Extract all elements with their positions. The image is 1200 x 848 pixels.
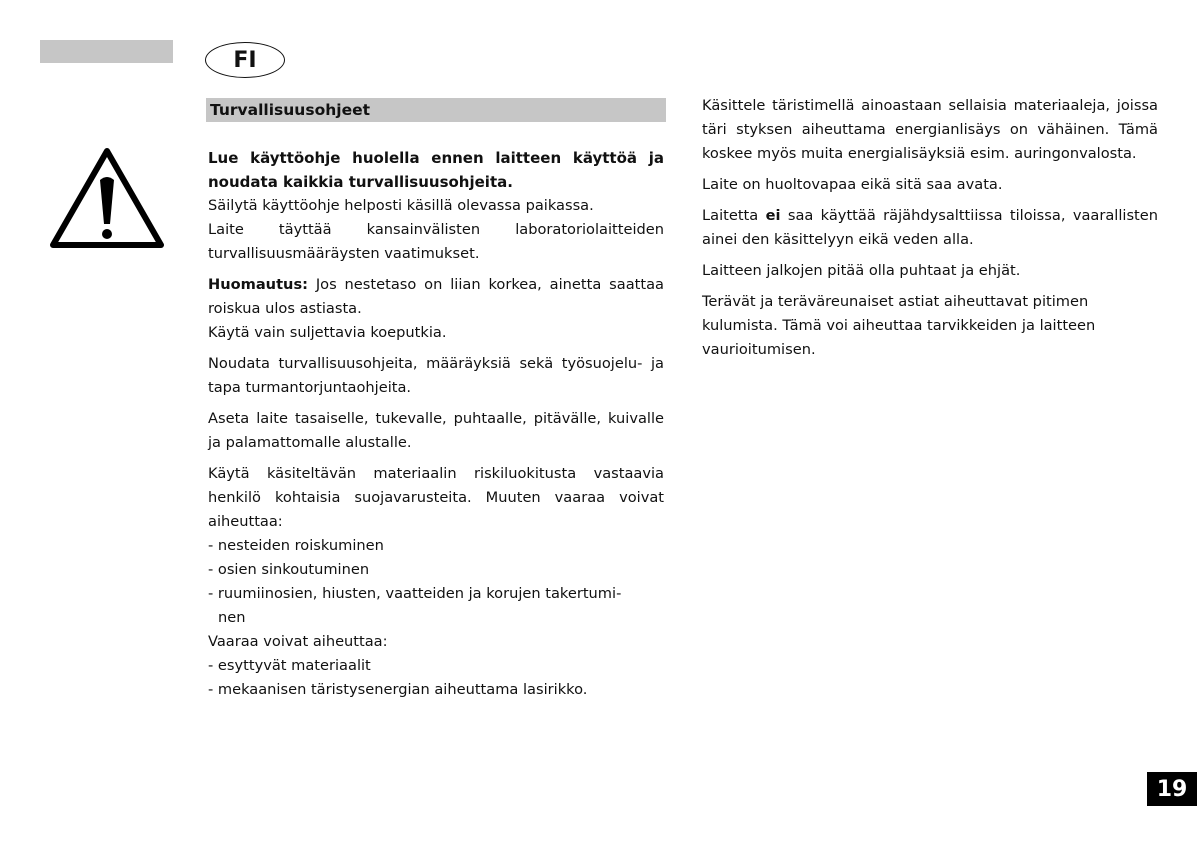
section-heading: Turvallisuusohjeet xyxy=(206,98,666,122)
paragraph: Terävät ja teräväreunaiset astiat aiheuttavat pitimen kulumista. Tämä voi aiheuttaa tarvikkeiden ja laitteen vaurioitumisen. xyxy=(702,293,1096,358)
paragraph: Käsittele täristimellä ainoastaan sellaisia materiaaleja, joissa täri styksen aiheuttama energianlisäys on vähäinen. Tämä koskee myös muita energialisäyksiä esim. auringonvalosta. xyxy=(702,97,1158,162)
hazard-list xyxy=(208,534,664,630)
note-paragraph xyxy=(208,273,664,321)
warning-icon xyxy=(48,146,166,250)
hazard-list-2 xyxy=(208,654,664,702)
list-item: - esyttyvät materiaalit xyxy=(208,657,371,674)
header-gray-bar xyxy=(40,40,173,63)
paragraph: Käytä vain suljettavia koeputkia. xyxy=(208,324,447,341)
language-badge: FI xyxy=(205,42,285,78)
paragraph: Laite on huoltovapaa eikä sitä saa avata. xyxy=(702,176,1003,193)
paragraph: Säilytä käyttöohje helposti käsillä olevassa paikassa. xyxy=(208,197,594,214)
list-item: - nesteiden roiskuminen xyxy=(208,537,384,554)
paragraph: Käytä käsiteltävän materiaalin riskiluokitusta vastaavia henkilö kohtaisia suojavarusteita. Muuten vaaraa voivat aiheuttaa: xyxy=(208,465,664,530)
right-column xyxy=(702,94,1158,369)
paragraph: Noudata turvallisuusohjeita, määräyksiä sekä työsuojelu- ja tapa turmantorjuntaohjeita. xyxy=(208,355,664,396)
list-item-continuation xyxy=(208,606,664,630)
paragraph: Vaaraa voivat aiheuttaa: xyxy=(208,633,388,650)
page-number: 19 xyxy=(1147,772,1197,806)
emphasis: ei xyxy=(765,207,781,224)
note-text: Jos nestetaso on liian korkea, ainetta saattaa roiskua ulos astiasta. xyxy=(208,276,664,317)
list-item: - osien sinkoutuminen xyxy=(208,561,370,578)
paragraph-emphasis xyxy=(702,204,1158,252)
paragraph: Aseta laite tasaiselle, tukevalle, puhtaalle, pitävälle, kuivalle ja palamattomalle alustalle. xyxy=(208,410,664,451)
lead-instruction: Lue käyttöohje huolella ennen laitteen käyttöä ja noudata kaikkia turvallisuusohjeita. xyxy=(208,149,664,191)
paragraph: Laite täyttää kansainvälisten laboratoriolaitteiden turvallisuusmääräysten vaatimukset. xyxy=(208,221,664,262)
paragraph: Laitteen jalkojen pitää olla puhtaat ja ehjät. xyxy=(702,262,1021,279)
note-label: Huomautus: xyxy=(208,276,308,293)
text: Laitetta xyxy=(702,207,766,224)
left-column xyxy=(208,146,664,702)
list-item: - mekaanisen täristysenergian aiheuttama lasirikko. xyxy=(208,681,588,698)
text: saa käyttää räjähdysalttiissa tiloissa, vaarallisten ainei den käsittelyyn eikä veden alla. xyxy=(702,207,1159,248)
list-item-continuation-text: nen xyxy=(218,609,246,626)
list-item: - ruumiinosien, hiusten, vaatteiden ja korujen takertumi- xyxy=(208,585,622,602)
